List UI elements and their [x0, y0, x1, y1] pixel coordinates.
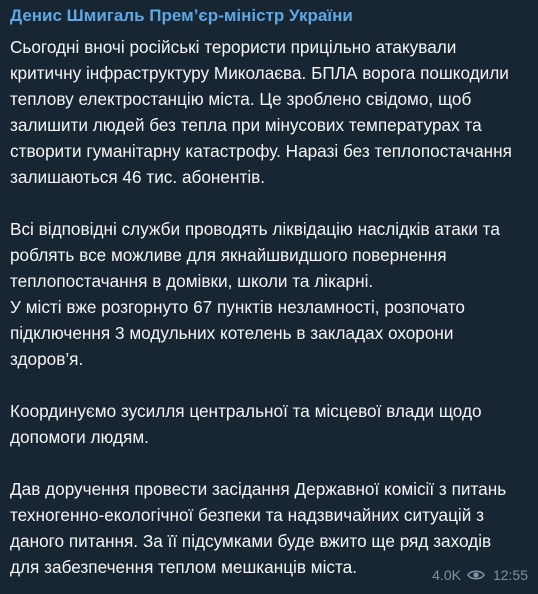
paragraph-gap — [10, 372, 528, 398]
paragraph — [10, 34, 528, 190]
text-line: роблять все можливе для якнайшвидшого повернення — [10, 245, 447, 265]
paragraph-gap — [10, 190, 528, 216]
text-line: залишити людей без тепла при мінусових температурах та — [10, 115, 482, 135]
paragraph — [10, 216, 528, 372]
text-line: для забезпечення теплом мешканців міста. — [10, 557, 358, 577]
text-line: залишаються 46 тис. абонентів. — [10, 167, 266, 187]
paragraph-gap — [10, 450, 528, 476]
message-time: 12:55 — [492, 567, 528, 583]
channel-author-name[interactable]: Денис Шмигаль Прем’єр-міністр України — [10, 6, 353, 25]
text-line: здоров’я. — [10, 349, 84, 369]
text-line: теплопостачання в домівки, школи та лікарні. — [10, 271, 374, 291]
message-meta — [432, 565, 528, 585]
text-line: Сьогодні вночі російські терористи прицільно атакували — [10, 37, 457, 57]
text-line: техногенно-екологічної безпеки та надзвичайних ситуацій з — [10, 505, 484, 525]
text-line: теплову електростанцію міста. Це зроблено свідомо, щоб — [10, 89, 472, 109]
text-line: допомоги людям. — [10, 427, 149, 447]
text-line: даного питання. За її підсумками буде вжито ще ряд заходів — [10, 531, 492, 551]
eye-icon — [467, 569, 485, 581]
text-line: Всі відповідні служби проводять ліквідацію наслідків атаки та — [10, 219, 500, 239]
paragraph — [10, 398, 528, 450]
text-line: Координуємо зусилля центральної та місцевої влади щодо — [10, 401, 482, 421]
text-line: критичну інфраструктуру Миколаєва. БПЛА ворога пошкодили — [10, 63, 509, 83]
text-line: Дав доручення провести засідання Державної комісії з питань — [10, 479, 507, 499]
text-line: створити гуманітарну катастрофу. Наразі без теплопостачання — [10, 141, 512, 161]
message-text — [10, 34, 528, 580]
text-line: підключення 3 модульних котелень в закладах охорони — [10, 323, 454, 343]
text-line: У місті вже розгорнуто 67 пунктів незламності, розпочато — [10, 297, 465, 317]
views-count: 4.0K — [432, 567, 461, 583]
